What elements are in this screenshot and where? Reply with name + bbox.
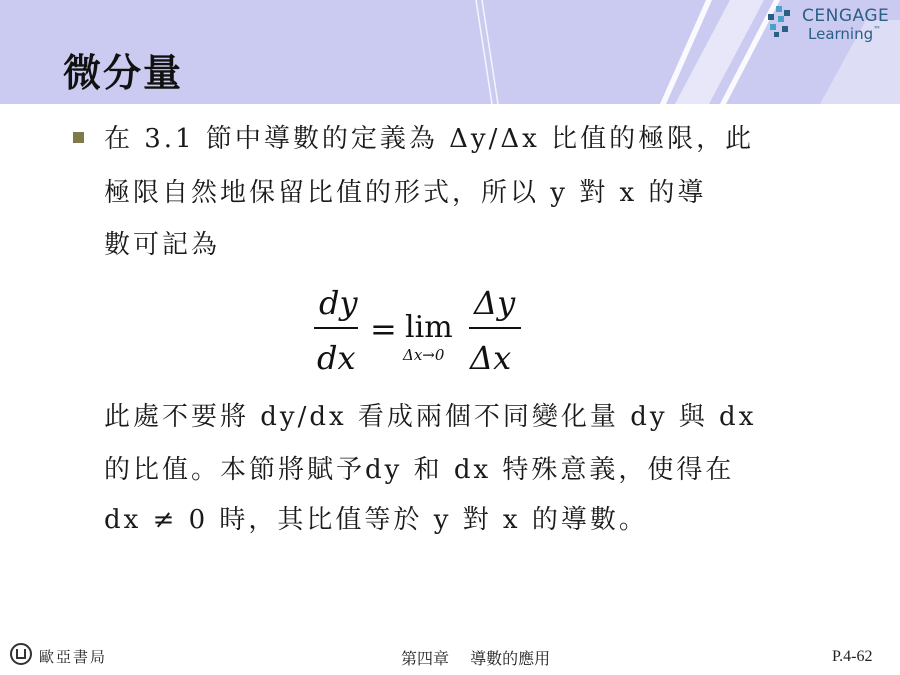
logo-text-learning: Learning™ xyxy=(808,25,882,43)
body-line-2: 極限自然地保留比值的形式，所以 y 對 x 的導 xyxy=(104,178,707,208)
body-line-6: dx ≠ 0 時，其比值等於 y 對 x 的導數。 xyxy=(104,505,648,535)
formula-lhs-fraction-bar xyxy=(314,327,358,329)
formula-rhs-denominator: Δx xyxy=(470,339,512,377)
formula-lhs-denominator: dx xyxy=(317,339,356,377)
formula-lhs-numerator: dy xyxy=(319,284,358,322)
formula-equals: = xyxy=(370,310,397,348)
body-line-3: 數可記為 xyxy=(104,230,221,260)
footer-chapter-title: 第四章 導數的應用 xyxy=(401,649,551,668)
bullet-square-icon xyxy=(73,132,84,143)
body-line-4: 此處不要將 dy/dx 看成兩個不同變化量 dy 與 dx xyxy=(104,402,757,432)
cengage-logo xyxy=(764,4,896,46)
header-banner xyxy=(0,0,900,104)
formula-rhs-numerator: Δy xyxy=(474,284,516,322)
footer-page-number: P.4-62 xyxy=(832,648,873,665)
formula-lim-subscript: Δx→0 xyxy=(403,346,445,364)
publisher-logo-icon xyxy=(10,643,32,665)
formula-rhs-fraction-bar xyxy=(469,327,521,329)
logo-text-cengage: CENGAGE xyxy=(802,6,890,26)
cengage-logo-icon xyxy=(764,4,798,40)
formula-lim: lim xyxy=(405,310,453,345)
footer-publisher: 歐亞書局 xyxy=(39,648,108,666)
body-line-5: 的比值。本節將賦予dy 和 dx 特殊意義，使得在 xyxy=(104,455,735,485)
body-line-1: 在 3.1 節中導數的定義為 Δy/Δx 比值的極限，此 xyxy=(104,124,755,154)
slide-title: 微分量 xyxy=(63,51,184,95)
